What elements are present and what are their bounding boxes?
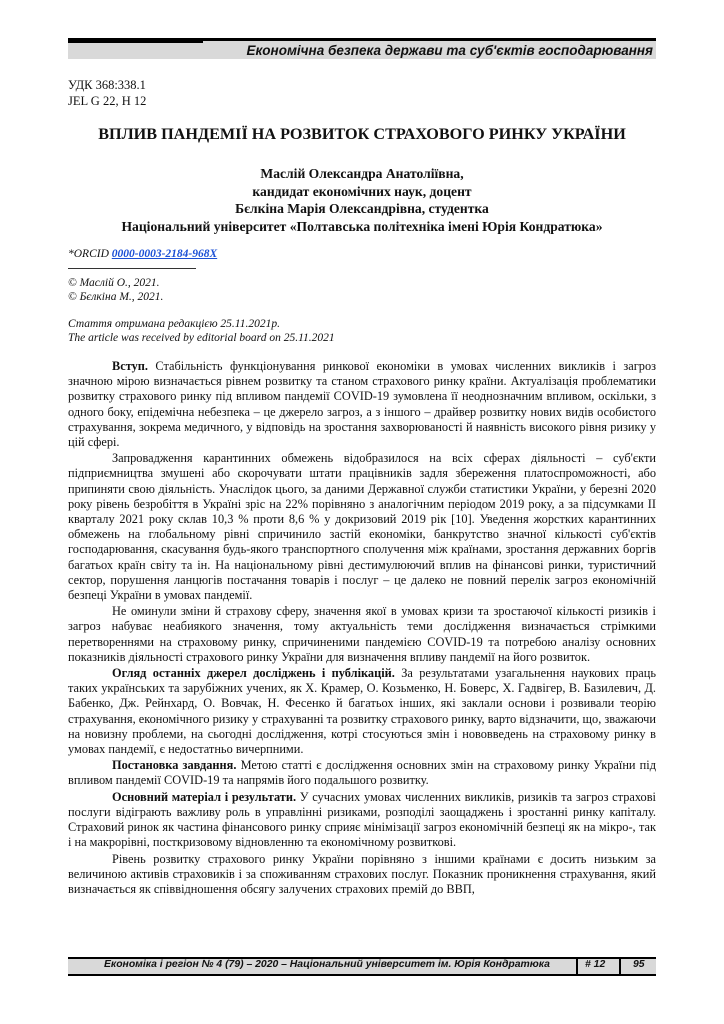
paragraph bbox=[68, 852, 656, 898]
paragraph bbox=[68, 666, 656, 757]
jel-code: JEL G 22, H 12 bbox=[68, 94, 147, 108]
paragraph-text: Не оминули зміни й страхову сферу, значення якої в умовах кризи та зростаючої кількості ризиків і загроз набуває неабиякого значення, тому актуальність теми дослідження визначається стрімкими перетвореннями на страховому ринку, спричиненими пандемією COVID-19 та потребою аналізу основних показників діяльності страхового ринку України для визначення впливу пандемії на його розвиток. bbox=[68, 604, 656, 664]
paragraph-text: Запровадження карантинних обмежень відобразилося на всіх сферах діяльності – суб'єкти підприємництва змушені або скорочувати штати працівників задля збереження платоспроможності, або припиняти свою діяльність. Унаслідок цього, за даними Державної служби статистики України, у березні 2020 року рівень безробіття в Україні зріс на 22% порівняно з аналогічним періодом 2019 року, а за підсумками II кварталу 2021 року склав 10,3 % проти 8,6 % у докризовий 2019 рік [10]. Уведення жорстких карантинних обмежень на глобальному рівні спричинило застій економіки, банкрутство значної кількості суб'єктів господарювання, скасування будь-якого транспортного сполучення між країнами, зростання державних боргів багатьох країн світу та ін. На національному рівні дестимулюючий вплив на фінансові ринки, туристичний сектор, порушення ланцюгів постачання товарів і послуг – це далеко не повний перелік загроз економічній безпеці України в умовах пандемії. bbox=[68, 451, 656, 603]
received-en: The article was received by editorial board on 25.11.2021 bbox=[68, 332, 335, 344]
footer-page-number: 95 bbox=[633, 959, 645, 970]
paragraph bbox=[68, 604, 656, 665]
copyright-line-1: © Маслій О., 2021. bbox=[68, 277, 160, 289]
paragraph-text: Рівень розвитку страхового ринку України порівняно з іншими країнами є досить низьким за величиною активів страховиків і за споживанням страхових послуг. Показник проникнення страхування, який визначається як співвідношення обсягу залучених страхових премій до ВВП, bbox=[68, 851, 656, 896]
header-rule-left bbox=[68, 41, 203, 43]
received-note bbox=[68, 317, 335, 345]
footer-rule-bottom bbox=[68, 974, 656, 976]
paragraph-lead: Постановка завдання. bbox=[112, 758, 237, 773]
udc-code: УДК 368:338.1 bbox=[68, 78, 146, 92]
paragraph-text: Стабільність функціонування ринкової економіки в умовах численних викликів і загроз значною мірою визначається рівнем розвитку та станом страхового ринку країни. Актуалізація проблематики розвитку страхового ринку під впливом пандемії COVID-19 зумовлена її неоднозначним впливом, оскільки, з одного боку, епідемічна небезпека – це джерело загроз, а з іншого – драйвер розвитку нових видів особистого страхування, зокрема медичного, у відповідь на зростання захворюваності й наявність високого рівня ризику у цій сфері. bbox=[68, 359, 656, 450]
footer-divider bbox=[619, 957, 621, 976]
orcid-label: *ORCID bbox=[68, 248, 112, 260]
footnote-separator bbox=[68, 268, 196, 269]
paragraph bbox=[68, 758, 656, 788]
paragraph bbox=[68, 359, 656, 450]
received-ua: Стаття отримана редакцією 25.11.2021р. bbox=[68, 318, 280, 330]
journal-section-title: Економічна безпека держави та суб'єктів господарювання bbox=[246, 43, 653, 58]
author-1-name: Маслій Олександра Анатоліївна, bbox=[260, 166, 464, 181]
orcid-link[interactable]: 0000-0003-2184-968X bbox=[111, 248, 218, 260]
paragraph-lead: Огляд останніх джерел досліджень і публікацій. bbox=[112, 666, 395, 681]
paragraph-text: У сучасних умовах численних викликів, ризиків та загроз страхові послуги відіграють важливу роль в управлінні ризиками, розподілі заощаджень і зростанні ринку капіталу. Страховий ринок як частина фінансового ринку сприяє мінімізації загроз економічній безпеці як на мікро-, так і на макрорівні, посткризовому відновленню та економічному розвиткові. bbox=[68, 789, 656, 850]
orcid-line bbox=[68, 248, 217, 260]
paragraph bbox=[68, 451, 656, 603]
copyright-block bbox=[68, 276, 163, 304]
footer-journal: Економіка і регіон № 4 (79) – 2020 – Національний університет ім. Юрія Кондратюка bbox=[104, 959, 550, 970]
article-body bbox=[68, 359, 656, 898]
author-block bbox=[68, 165, 656, 235]
classification-codes bbox=[68, 77, 146, 109]
affiliation: Національний університет «Полтавська політехніка імені Юрія Кондратюка» bbox=[121, 218, 603, 234]
author-1-degree: кандидат економічних наук, доцент bbox=[252, 183, 472, 199]
author-2-name: Бєлкіна Марія Олександрівна, студентка bbox=[235, 201, 489, 216]
paragraph-lead: Вступ. bbox=[112, 359, 148, 373]
footer-divider bbox=[576, 957, 578, 976]
article-title: ВПЛИВ ПАНДЕМІЇ НА РОЗВИТОК СТРАХОВОГО РИНКУ УКРАЇНИ bbox=[98, 125, 626, 143]
paragraph-text: За результатами узагальнення наукових праць таких українських та зарубіжних учених, як Х. Крамер, О. Козьменко, Н. Боверс, Х. Гадвігер, В. Базилевич, Д. Бабенко, Дж. Рейнхард, О. Вовчак, Н. Фесенко й багатьох інших, які заклали основи і розвивали теорію страхування, економічного ризику у страхуванні та розвитку страхового ринку, варто відзначити, що, зважаючи на новизну проблеми, на сьогодні дослідження, котрі стосуються змін і нововведень на страховому ринку в умовах пандемії, є недостатньо вичерпними. bbox=[68, 666, 656, 757]
footer-issue: # 12 bbox=[585, 959, 606, 970]
paragraph bbox=[68, 790, 656, 851]
paragraph-text: Метою статті є дослідження основних змін на страховому ринку України під впливом пандемії COVID-19 та напрямів його подальшого розвитку. bbox=[68, 758, 656, 788]
copyright-line-2: © Бєлкіна М., 2021. bbox=[68, 291, 164, 303]
paragraph-lead: Основний матеріал і результати. bbox=[112, 789, 297, 804]
